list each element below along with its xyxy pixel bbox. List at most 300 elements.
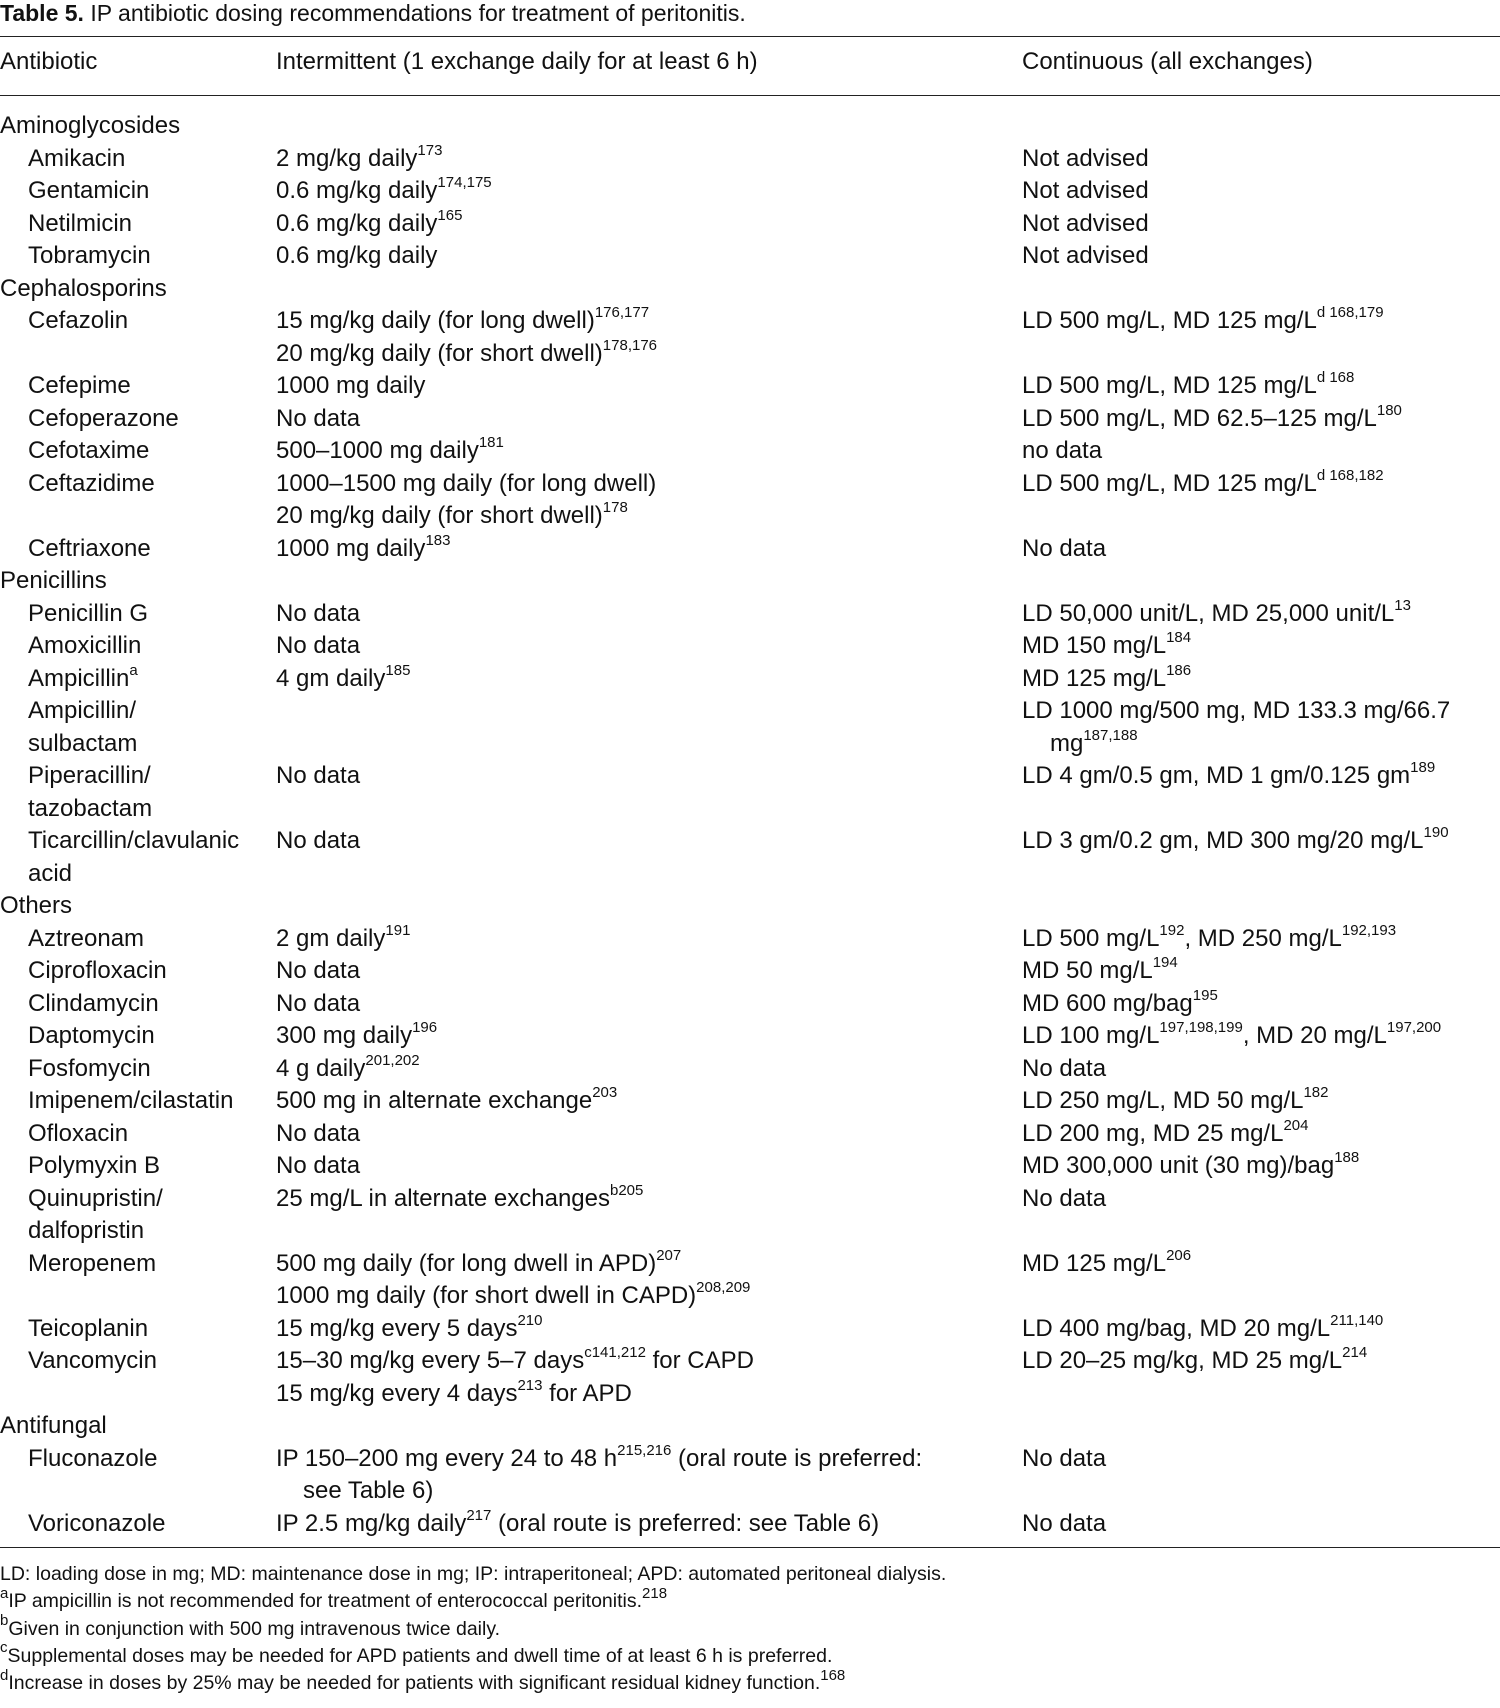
intermittent-cell <box>276 338 657 371</box>
reference-superscript: 206 <box>1166 1246 1192 1264</box>
reference-superscript: d 168,182 <box>1316 466 1384 484</box>
intermittent-cell <box>276 1053 420 1086</box>
reference-superscript: d 168 <box>1316 369 1355 386</box>
reference-superscript: 207 <box>656 1246 682 1264</box>
cell-text: 1000 mg daily <box>276 372 426 399</box>
cell-text: LD 50,000 unit/L, MD 25,000 unit/L <box>1022 599 1395 627</box>
intermittent-cell <box>276 598 360 631</box>
header-continuous: Continuous (all exchanges) <box>1022 48 1313 75</box>
cell-text: tazobactam <box>28 794 153 822</box>
antibiotic-cell <box>28 988 159 1021</box>
reference-superscript: 176,177 <box>594 304 650 321</box>
table-line <box>0 793 1500 826</box>
cell-text: LD 250 mg/L, MD 50 mg/L <box>1022 1087 1304 1114</box>
continuous-cell <box>1022 988 1218 1021</box>
intermittent-cell <box>303 1475 433 1508</box>
cell-text: Clindamycin <box>28 989 159 1017</box>
intermittent-cell <box>276 1443 922 1476</box>
cell-text: 4 gm daily <box>276 664 386 692</box>
table-line <box>0 988 1500 1021</box>
cell-text: No data <box>1022 1444 1107 1472</box>
cell-text: 2 gm daily <box>276 924 386 952</box>
antibiotic-cell <box>0 890 72 923</box>
cell-text: LD 20–25 mg/kg, MD 25 mg/L <box>1022 1347 1343 1374</box>
cell-text: Ampicillin/ <box>28 697 137 724</box>
cell-text: LD 400 mg/bag, MD 20 mg/L <box>1022 1314 1331 1342</box>
table-line <box>0 1345 1500 1378</box>
cell-text: Netilmicin <box>28 209 133 237</box>
cell-text: Ticarcillin/clavulanic <box>28 827 240 854</box>
continuous-cell <box>1022 305 1384 338</box>
reference-superscript: 191 <box>385 921 411 939</box>
intermittent-cell <box>276 533 450 566</box>
intermittent-cell <box>276 1118 360 1151</box>
table-line <box>0 1118 1500 1151</box>
header-rule <box>0 95 1500 96</box>
footnote-text: Supplemental doses may be needed for APD patients and dwell time of at least 6 h is preferred. <box>7 1644 833 1667</box>
reference-superscript: 192,193 <box>1341 921 1397 939</box>
intermittent-cell <box>276 175 492 208</box>
intermittent-cell <box>276 143 442 176</box>
intermittent-cell <box>276 630 360 663</box>
antibiotic-cell <box>28 1248 156 1281</box>
intermittent-cell <box>276 1345 754 1378</box>
cell-text: 20 mg/kg daily (for short dwell) <box>276 502 603 529</box>
cell-text: for APD <box>542 1379 632 1407</box>
cell-text: Piperacillin/ <box>28 762 151 789</box>
cell-text: Cefotaxime <box>28 437 150 464</box>
intermittent-cell <box>276 988 360 1021</box>
reference-superscript: 208,209 <box>696 1279 751 1296</box>
reference-superscript: 210 <box>517 1311 543 1329</box>
reference-superscript: 214 <box>1342 1344 1368 1361</box>
table-line <box>0 468 1500 501</box>
cell-text: Cefazolin <box>28 307 129 334</box>
footnote <box>0 1666 1500 1695</box>
cell-text: MD 50 mg/L <box>1022 957 1153 984</box>
table-line <box>0 240 1500 273</box>
cell-text: 15 mg/kg daily (for long dwell) <box>276 307 595 334</box>
reference-superscript: a <box>129 661 138 679</box>
cell-text: Ceftazidime <box>28 469 155 497</box>
cell-text: Daptomycin <box>28 1022 155 1049</box>
reference-superscript: 173 <box>417 141 443 159</box>
cell-text: (oral route is preferred: see Table 6) <box>491 1509 880 1537</box>
cell-text: No data <box>276 989 361 1017</box>
cell-text: Meropenem <box>28 1249 157 1277</box>
reference-superscript: 204 <box>1283 1116 1309 1134</box>
antibiotic-cell <box>28 858 72 891</box>
cell-text: No data <box>276 599 361 627</box>
cell-text: 0.6 mg/kg daily <box>276 209 438 237</box>
cell-text: , MD 250 mg/L <box>1184 924 1342 952</box>
cell-text: 4 g daily <box>276 1054 366 1082</box>
cell-text: LD 500 mg/L, MD 125 mg/L <box>1022 372 1317 399</box>
cell-text: IP 150–200 mg every 24 to 48 h <box>276 1444 618 1472</box>
continuous-cell <box>1022 1183 1106 1216</box>
cell-text: Imipenem/cilastatin <box>28 1087 234 1114</box>
cell-text: Teicoplanin <box>28 1314 149 1342</box>
reference-superscript: 197,198,199 <box>1159 1019 1243 1036</box>
continuous-cell <box>1022 598 1411 631</box>
continuous-cell <box>1022 533 1106 566</box>
intermittent-cell <box>276 1085 617 1118</box>
cell-text: No data <box>276 762 361 789</box>
continuous-cell <box>1022 1085 1329 1118</box>
reference-superscript: 182 <box>1303 1084 1329 1101</box>
cell-text: Antifungal <box>0 1412 107 1439</box>
table-line <box>0 273 1500 306</box>
cell-text: LD 500 mg/L, MD 62.5–125 mg/L <box>1022 404 1377 432</box>
table-line <box>0 1280 1500 1313</box>
footnote-marker: b <box>0 1612 9 1630</box>
table-line <box>0 858 1500 891</box>
table-line <box>0 760 1500 793</box>
cell-text: Cefoperazone <box>28 404 179 432</box>
table-line <box>0 143 1500 176</box>
footnote-text: Given in conjunction with 500 mg intravenous twice daily. <box>8 1617 501 1640</box>
table-line <box>0 1475 1500 1508</box>
cell-text: 0.6 mg/kg daily <box>276 177 438 204</box>
cell-text: mg <box>1050 729 1084 757</box>
reference-superscript: 13 <box>1394 596 1411 614</box>
cell-text: Ofloxacin <box>28 1119 129 1147</box>
table-line <box>0 305 1500 338</box>
cell-text: No data <box>1022 1509 1107 1537</box>
table-line <box>0 1215 1500 1248</box>
intermittent-cell <box>276 1508 879 1541</box>
cell-text: No data <box>276 404 361 432</box>
reference-superscript: 213 <box>517 1376 543 1394</box>
cell-text: No data <box>1022 1054 1107 1082</box>
table-line <box>0 1378 1500 1411</box>
cell-text: 15 mg/kg every 5 days <box>276 1314 518 1342</box>
continuous-cell <box>1022 695 1450 728</box>
intermittent-cell <box>276 1183 643 1216</box>
cell-text: no data <box>1022 437 1103 464</box>
cell-text: No data <box>276 827 361 854</box>
antibiotic-cell <box>28 1150 160 1183</box>
intermittent-cell <box>276 435 504 468</box>
continuous-cell <box>1050 728 1138 761</box>
cell-text: LD 500 mg/L <box>1022 924 1160 952</box>
intermittent-cell <box>276 403 360 436</box>
cell-text: 1000 mg daily (for short dwell in CAPD) <box>276 1282 697 1309</box>
intermittent-cell <box>276 1248 681 1281</box>
table-line <box>0 1508 1500 1541</box>
table-line <box>0 338 1500 371</box>
cell-text: acid <box>28 859 73 887</box>
reference-superscript: 178,176 <box>602 336 658 354</box>
table-line <box>0 630 1500 663</box>
continuous-cell <box>1022 1443 1106 1476</box>
antibiotic-cell <box>28 1085 233 1118</box>
cell-text: MD 125 mg/L <box>1022 664 1167 692</box>
table-line <box>0 1410 1500 1443</box>
antibiotic-cell <box>28 695 136 728</box>
cell-text: 15 mg/kg every 4 days <box>276 1379 518 1407</box>
antibiotic-cell <box>0 1410 107 1443</box>
reference-superscript: 174,175 <box>437 174 492 191</box>
antibiotic-cell <box>28 793 152 826</box>
reference-superscript: 183 <box>425 531 451 549</box>
cell-text: LD 500 mg/L, MD 125 mg/L <box>1022 307 1317 334</box>
antibiotic-cell <box>28 240 151 273</box>
cell-text: Vancomycin <box>28 1347 157 1374</box>
cell-text: Ciprofloxacin <box>28 957 167 984</box>
table-line <box>0 110 1500 143</box>
reference-superscript: 181 <box>478 434 504 451</box>
table-line <box>0 533 1500 566</box>
footnote-reference: 218 <box>642 1584 668 1602</box>
table-line <box>0 1443 1500 1476</box>
cell-text: No data <box>276 1119 361 1147</box>
continuous-cell <box>1022 760 1435 793</box>
antibiotic-cell <box>28 1443 157 1476</box>
table-line <box>0 208 1500 241</box>
reference-superscript: 211,140 <box>1330 1311 1384 1329</box>
footnote <box>0 1562 1500 1586</box>
table-line <box>0 1150 1500 1183</box>
continuous-cell <box>1022 468 1384 501</box>
cell-text: MD 600 mg/bag <box>1022 989 1193 1017</box>
table-title: IP antibiotic dosing recommendations for treatment of peritonitis. <box>83 0 746 26</box>
antibiotic-cell <box>28 1508 165 1541</box>
cell-text: IP 2.5 mg/kg daily <box>276 1509 467 1537</box>
antibiotic-cell <box>28 630 141 663</box>
antibiotic-cell <box>28 370 131 403</box>
intermittent-cell <box>276 370 425 403</box>
table-line <box>0 663 1500 696</box>
antibiotic-cell <box>28 533 151 566</box>
intermittent-cell <box>276 1313 542 1346</box>
cell-text: Cephalosporins <box>0 274 167 302</box>
cell-text: Not advised <box>1022 209 1149 237</box>
reference-superscript: b205 <box>610 1181 644 1199</box>
cell-text: Cefepime <box>28 372 131 399</box>
reference-superscript: 192 <box>1159 921 1185 939</box>
cell-text: sulbactam <box>28 729 138 757</box>
cell-text: 15–30 mg/kg every 5–7 days <box>276 1347 585 1374</box>
reference-superscript: 196 <box>412 1019 438 1036</box>
footnote-marker: a <box>0 1584 9 1602</box>
reference-superscript: 190 <box>1423 824 1449 841</box>
reference-superscript: 186 <box>1166 661 1192 679</box>
top-rule <box>0 36 1500 37</box>
cell-text: 1000 mg daily <box>276 534 426 562</box>
table-line <box>0 1053 1500 1086</box>
intermittent-cell <box>276 923 410 956</box>
cell-text: Amikacin <box>28 144 126 172</box>
table-line <box>0 403 1500 436</box>
reference-superscript: d 168,179 <box>1316 304 1384 321</box>
table-line <box>0 923 1500 956</box>
cell-text: 500–1000 mg daily <box>276 437 479 464</box>
antibiotic-cell <box>0 110 180 143</box>
reference-superscript: 184 <box>1166 629 1192 646</box>
cell-text: Others <box>0 892 73 919</box>
intermittent-cell <box>276 1150 360 1183</box>
antibiotic-cell <box>28 1020 155 1053</box>
cell-text: Ceftriaxone <box>28 534 151 562</box>
cell-text: LD 200 mg, MD 25 mg/L <box>1022 1119 1284 1147</box>
antibiotic-cell <box>0 565 107 598</box>
intermittent-cell <box>276 468 656 501</box>
cell-text: for CAPD <box>645 1347 754 1374</box>
continuous-cell <box>1022 143 1149 176</box>
continuous-cell <box>1022 435 1102 468</box>
antibiotic-cell <box>28 1215 144 1248</box>
cell-text: see Table 6) <box>303 1477 434 1504</box>
continuous-cell <box>1022 1508 1106 1541</box>
intermittent-cell <box>276 1020 437 1053</box>
table-line <box>0 175 1500 208</box>
reference-superscript: 188 <box>1334 1149 1360 1166</box>
antibiotic-cell <box>28 175 149 208</box>
intermittent-cell <box>276 500 628 533</box>
footnote-text: LD: loading dose in mg; MD: maintenance dose in mg; IP: intraperitoneal; APD: automated peritoneal dialysis. <box>0 1563 947 1585</box>
cell-text: 2 mg/kg daily <box>276 144 418 172</box>
reference-superscript: 165 <box>437 206 463 224</box>
intermittent-cell <box>276 208 462 241</box>
cell-text: Not advised <box>1022 144 1149 172</box>
antibiotic-cell <box>28 760 151 793</box>
footnote-reference: 168 <box>820 1666 846 1684</box>
continuous-cell <box>1022 175 1149 208</box>
table-line <box>0 695 1500 728</box>
cell-text: dalfopristin <box>28 1217 145 1244</box>
reference-superscript: 189 <box>1410 759 1436 776</box>
table-line <box>0 1248 1500 1281</box>
antibiotic-cell <box>28 1313 148 1346</box>
header-antibiotic: Antibiotic <box>0 48 98 75</box>
reference-superscript: 187,188 <box>1083 726 1138 744</box>
cell-text: Ampicillin <box>28 664 130 692</box>
cell-text: LD 1000 mg/500 mg, MD 133.3 mg/66.7 <box>1022 697 1451 724</box>
table-line <box>0 1020 1500 1053</box>
cell-text: Aminoglycosides <box>0 112 181 139</box>
antibiotic-cell <box>28 435 149 468</box>
table-line <box>0 1085 1500 1118</box>
intermittent-cell <box>276 1378 632 1411</box>
antibiotic-cell <box>28 208 132 241</box>
cell-text: Gentamicin <box>28 177 150 204</box>
cell-text: Penicillin G <box>28 599 149 627</box>
continuous-cell <box>1022 1020 1441 1053</box>
cell-text: No data <box>1022 1184 1107 1212</box>
continuous-cell <box>1022 403 1402 436</box>
intermittent-cell <box>276 955 360 988</box>
footnote-text: Increase in doses by 25% may be needed for patients with significant residual kidney function. <box>8 1672 821 1695</box>
antibiotic-cell <box>28 305 128 338</box>
continuous-cell <box>1022 240 1149 273</box>
cell-text: Aztreonam <box>28 924 145 952</box>
cell-text: 25 mg/L in alternate exchanges <box>276 1184 610 1212</box>
reference-superscript: 178 <box>602 499 628 516</box>
cell-text: Penicillins <box>0 567 107 594</box>
cell-text: , MD 20 mg/L <box>1242 1022 1387 1049</box>
cell-text: Not advised <box>1022 242 1149 269</box>
cell-text: Not advised <box>1022 177 1149 204</box>
cell-text: MD 150 mg/L <box>1022 632 1167 659</box>
continuous-cell <box>1022 1313 1383 1346</box>
antibiotic-cell <box>0 273 167 306</box>
reference-superscript: 201,202 <box>365 1051 420 1069</box>
reference-superscript: 180 <box>1376 401 1402 419</box>
cell-text: LD 3 gm/0.2 gm, MD 300 mg/20 mg/L <box>1022 827 1424 854</box>
table-line <box>0 728 1500 761</box>
reference-superscript: 203 <box>592 1084 618 1101</box>
footnote <box>0 1639 1500 1668</box>
table-line <box>0 565 1500 598</box>
cell-text: 0.6 mg/kg daily <box>276 242 438 269</box>
table-line <box>0 500 1500 533</box>
antibiotic-cell <box>28 598 148 631</box>
cell-text: LD 4 gm/0.5 gm, MD 1 gm/0.125 gm <box>1022 762 1411 789</box>
reference-superscript: 197,200 <box>1386 1019 1442 1036</box>
table-line <box>0 825 1500 858</box>
cell-text: 500 mg in alternate exchange <box>276 1087 593 1114</box>
cell-text: No data <box>276 957 361 984</box>
footnote <box>0 1612 1500 1641</box>
table-line <box>0 370 1500 403</box>
antibiotic-cell <box>28 1118 128 1151</box>
antibiotic-cell <box>28 143 125 176</box>
cell-text: Tobramycin <box>28 242 151 269</box>
intermittent-cell <box>276 825 360 858</box>
reference-superscript: c141,212 <box>584 1344 646 1361</box>
cell-text: MD 300,000 unit (30 mg)/bag <box>1022 1152 1335 1179</box>
antibiotic-cell <box>28 923 144 956</box>
cell-text: LD 100 mg/L <box>1022 1022 1160 1049</box>
continuous-cell <box>1022 1150 1359 1183</box>
table-line <box>0 435 1500 468</box>
antibiotic-cell <box>28 1183 163 1216</box>
footnote <box>0 1584 1500 1613</box>
continuous-cell <box>1022 208 1149 241</box>
antibiotic-cell <box>28 1345 157 1378</box>
reference-superscript: 195 <box>1192 986 1218 1004</box>
cell-text: Voriconazole <box>28 1509 166 1537</box>
continuous-cell <box>1022 1248 1191 1281</box>
intermittent-cell <box>276 663 410 696</box>
antibiotic-cell <box>28 403 179 436</box>
intermittent-cell <box>276 305 649 338</box>
footnote-marker: d <box>0 1666 9 1684</box>
cell-text: 20 mg/kg daily (for short dwell) <box>276 339 603 367</box>
footnote-text: IP ampicillin is not recommended for treatment of enterococcal peritonitis. <box>8 1590 643 1613</box>
table-label: Table 5. <box>0 0 84 26</box>
continuous-cell <box>1022 1053 1106 1086</box>
bottom-rule <box>0 1547 1500 1548</box>
antibiotic-cell <box>28 825 239 858</box>
reference-superscript: 217 <box>466 1506 492 1524</box>
continuous-cell <box>1022 923 1396 956</box>
cell-text: Fosfomycin <box>28 1054 151 1082</box>
cell-text: 300 mg daily <box>276 1022 413 1049</box>
intermittent-cell <box>276 1280 750 1313</box>
header-intermittent: Intermittent (1 exchange daily for at least 6 h) <box>276 48 758 75</box>
continuous-cell <box>1022 955 1178 988</box>
cell-text: No data <box>276 632 361 659</box>
cell-text: No data <box>276 1152 361 1179</box>
cell-text: MD 125 mg/L <box>1022 1249 1167 1277</box>
continuous-cell <box>1022 663 1191 696</box>
continuous-cell <box>1022 825 1449 858</box>
footnote-marker: c <box>0 1639 8 1657</box>
cell-text: 500 mg daily (for long dwell in APD) <box>276 1249 657 1277</box>
table-line <box>0 1183 1500 1216</box>
